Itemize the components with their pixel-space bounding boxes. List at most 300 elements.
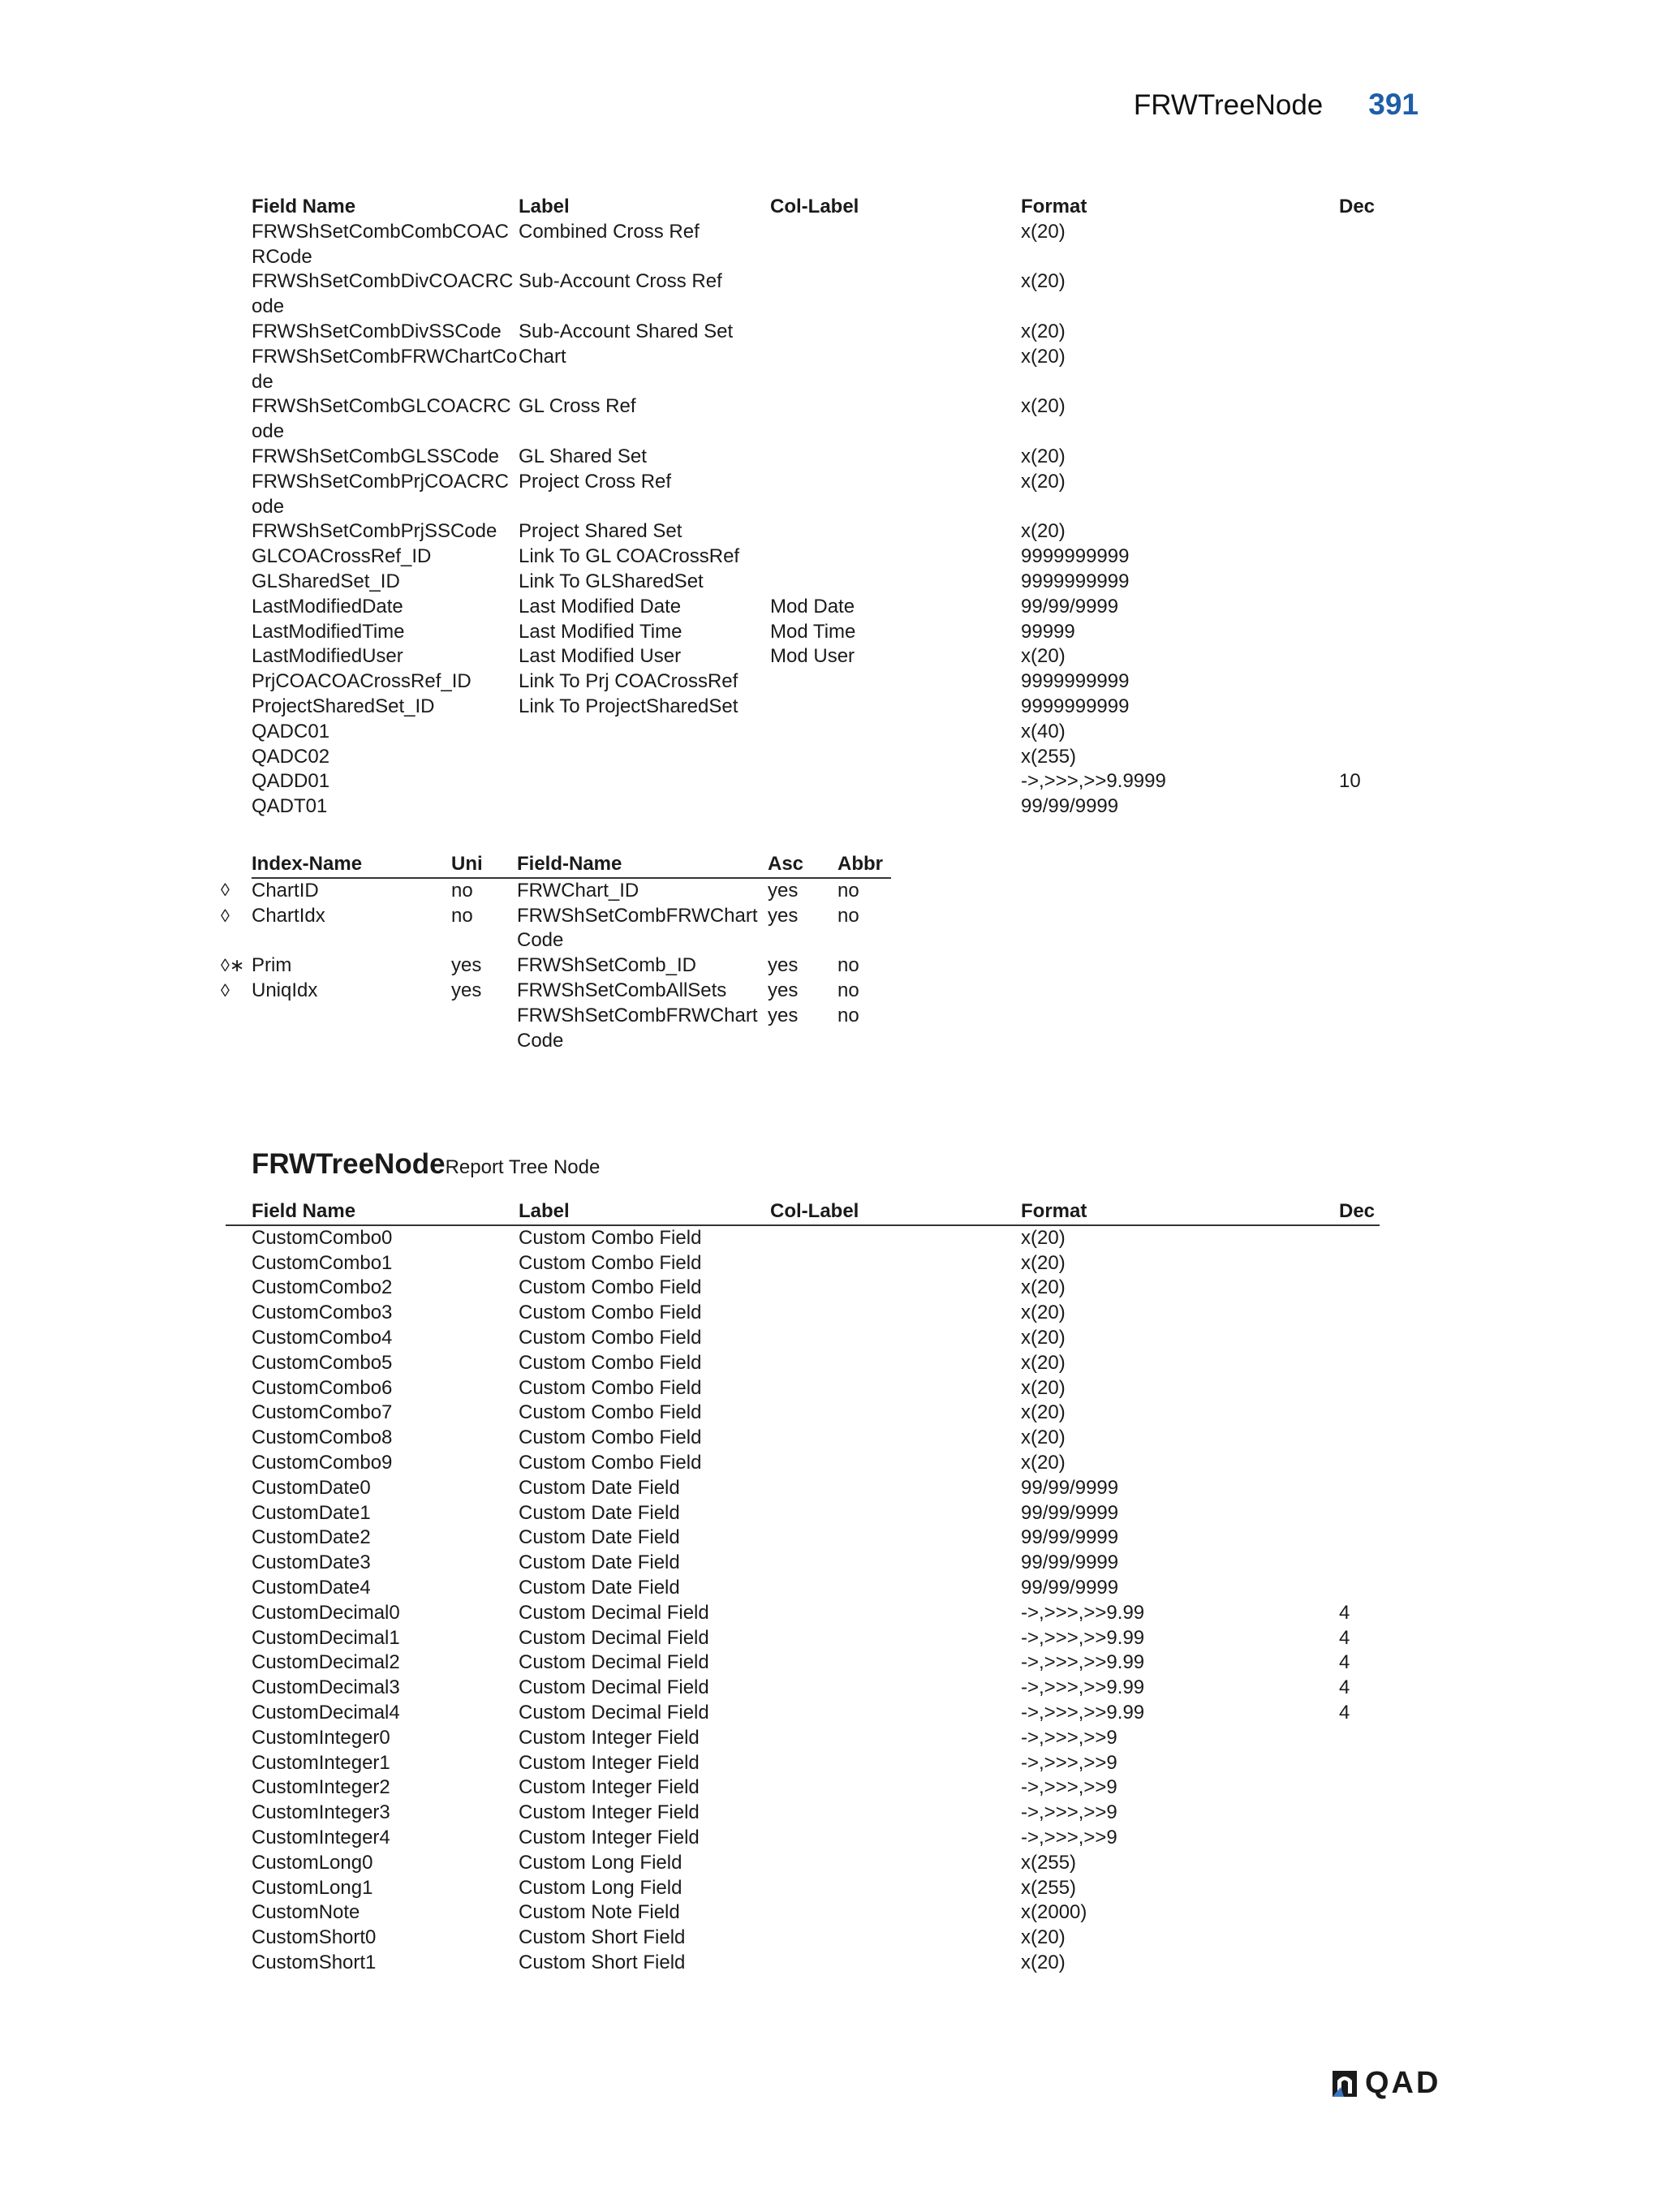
field-name-cell: CustomDecimal3 — [252, 1676, 400, 1699]
format-cell: 9999999999 — [1021, 570, 1130, 592]
col-label-cell — [770, 394, 1021, 445]
label-cell: Custom Combo Field — [519, 1226, 702, 1249]
field-name-cell: CustomShort1 — [252, 1951, 377, 1973]
table-row — [252, 394, 1380, 445]
index-field-cell: FRWShSetCombFRWChartCode — [517, 1004, 758, 1052]
dec-cell — [1339, 445, 1380, 470]
field-name-cell: CustomDate2 — [252, 1526, 371, 1549]
col-label-cell — [770, 1301, 1021, 1326]
unique-cell: no — [451, 879, 473, 902]
table-header-row — [252, 195, 1380, 220]
index-name-cell — [252, 1004, 451, 1054]
col-label-cell — [770, 769, 1021, 794]
field-name-cell: CustomInteger1 — [252, 1751, 390, 1774]
col-label-cell — [770, 1650, 1021, 1676]
format-cell: x(20) — [1021, 1926, 1066, 1949]
col-label-cell — [770, 1601, 1021, 1626]
table-row — [226, 1701, 1380, 1726]
dec-cell — [1339, 1451, 1380, 1476]
dec-cell — [1339, 794, 1380, 820]
label-cell: Sub-Account Cross Ref — [519, 270, 722, 293]
label-cell: Custom Combo Field — [519, 1427, 702, 1449]
format-cell: x(20) — [1021, 1427, 1066, 1449]
column-header-label: Label — [519, 196, 570, 217]
format-cell: 99/99/9999 — [1021, 1576, 1119, 1599]
col-label-cell — [770, 1476, 1021, 1501]
col-label-cell — [770, 1826, 1021, 1851]
table-row — [252, 620, 1380, 645]
field-name-cell: CustomDecimal2 — [252, 1651, 400, 1674]
dec-cell — [1339, 1751, 1380, 1776]
col-label-cell — [770, 1926, 1021, 1951]
dec-cell — [1339, 394, 1380, 445]
label-cell: Custom Short Field — [519, 1951, 686, 1973]
format-cell: ->,>>>,>>9.99 — [1021, 1601, 1145, 1624]
label-cell: Custom Integer Field — [519, 1751, 700, 1774]
col-label-cell — [770, 1801, 1021, 1826]
table-row — [226, 1751, 1380, 1776]
label-cell: Last Modified Date — [519, 595, 682, 618]
label-cell: Custom Decimal Field — [519, 1676, 709, 1699]
label-cell: Project Shared Set — [519, 520, 682, 543]
field-name-cell: CustomLong1 — [252, 1876, 373, 1899]
field-name-cell: CustomInteger0 — [252, 1726, 390, 1749]
label-cell: Custom Decimal Field — [519, 1626, 709, 1649]
column-header-col-label: Col-Label — [770, 1199, 1021, 1225]
table-row — [226, 1576, 1380, 1601]
field-name-cell: CustomDecimal4 — [252, 1701, 400, 1724]
table-row — [252, 220, 1380, 270]
label-cell: Custom Integer Field — [519, 1776, 700, 1799]
table-header-row — [226, 1199, 1380, 1225]
table-row — [226, 1476, 1380, 1501]
table-row — [252, 269, 1380, 320]
table-row — [226, 1225, 1380, 1251]
format-cell: 99/99/9999 — [1021, 1551, 1119, 1574]
column-header-col-label: Col-Label — [770, 196, 859, 217]
label-cell: GL Shared Set — [519, 445, 647, 467]
field-table-continued — [252, 195, 1380, 820]
index-name-cell: ChartIdx — [252, 904, 325, 927]
row-spacer — [226, 1326, 252, 1351]
row-spacer — [226, 1775, 252, 1801]
section-title — [252, 1148, 600, 1181]
dec-cell — [1339, 1501, 1380, 1526]
field-name-cell: CustomCombo5 — [252, 1351, 393, 1374]
label-cell: Custom Combo Field — [519, 1376, 702, 1399]
dec-cell — [1339, 269, 1380, 320]
label-cell: Custom Date Field — [519, 1551, 680, 1574]
table-row — [226, 1251, 1380, 1276]
format-cell: x(20) — [1021, 1951, 1066, 1973]
col-label-cell — [770, 1751, 1021, 1776]
index-marker-header — [221, 852, 252, 878]
table-row — [252, 769, 1380, 794]
format-cell: x(20) — [1021, 470, 1066, 493]
index-marker: ◊ — [221, 979, 230, 1001]
field-name-cell: CustomDate0 — [252, 1476, 371, 1499]
label-cell: Custom Combo Field — [519, 1276, 702, 1299]
col-label-cell — [770, 1876, 1021, 1901]
label-cell: Custom Long Field — [519, 1851, 682, 1874]
field-name-cell: CustomCombo0 — [252, 1226, 393, 1249]
table-row — [226, 1826, 1380, 1851]
dec-cell: 4 — [1339, 1676, 1350, 1699]
dec-cell — [1339, 1551, 1380, 1576]
col-label-cell — [770, 1626, 1021, 1651]
label-cell: Link To Prj COACrossRef — [519, 670, 738, 693]
ascending-cell: yes — [768, 879, 799, 902]
col-label-cell — [770, 544, 1021, 570]
field-name-cell: QADC01 — [252, 720, 330, 742]
table-row — [226, 1851, 1380, 1876]
label-cell: Custom Decimal Field — [519, 1651, 709, 1674]
index-row — [221, 1004, 891, 1054]
field-name-cell: QADT01 — [252, 795, 328, 818]
column-header-uni: Uni — [451, 852, 517, 878]
field-name-cell: CustomShort0 — [252, 1926, 377, 1949]
col-label-cell — [770, 1225, 1021, 1251]
index-header-row — [221, 852, 891, 878]
table-row — [252, 470, 1380, 520]
col-label-cell — [770, 1376, 1021, 1401]
field-name-cell: GLSharedSet_ID — [252, 570, 400, 592]
format-cell: x(40) — [1021, 720, 1066, 742]
column-header-dec: Dec — [1339, 1199, 1380, 1225]
field-name-cell: CustomCombo7 — [252, 1401, 393, 1424]
row-spacer — [226, 1501, 252, 1526]
index-name-cell: Prim — [252, 954, 292, 977]
label-cell: Custom Integer Field — [519, 1801, 700, 1824]
format-cell: 99/99/9999 — [1021, 595, 1119, 618]
field-name-cell: FRWShSetCombGLSSCode — [252, 445, 500, 467]
col-label-cell — [770, 470, 1021, 520]
row-spacer — [226, 1726, 252, 1751]
table-row — [226, 1551, 1380, 1576]
dec-cell — [1339, 519, 1380, 544]
label-cell: Custom Combo Field — [519, 1302, 702, 1324]
format-cell: 9999999999 — [1021, 695, 1130, 717]
table-row — [226, 1676, 1380, 1701]
dec-cell — [1339, 470, 1380, 520]
dec-cell — [1339, 720, 1380, 745]
column-header-index-name: Index-Name — [252, 852, 451, 878]
row-spacer — [226, 1900, 252, 1926]
table-row — [252, 519, 1380, 544]
field-table-frwtreenode — [226, 1199, 1380, 1976]
field-name-cell: FRWShSetCombDivCOACRCode — [252, 270, 514, 318]
format-cell: ->,>>>,>>9.99 — [1021, 1626, 1145, 1649]
col-label-cell — [770, 220, 1021, 270]
field-name-cell: CustomCombo8 — [252, 1427, 393, 1449]
format-cell: x(20) — [1021, 220, 1066, 243]
field-name-cell: PrjCOACOACrossRef_ID — [252, 670, 471, 693]
format-cell: x(20) — [1021, 1376, 1066, 1399]
col-label-cell — [770, 1251, 1021, 1276]
index-row — [221, 953, 891, 979]
format-cell: x(20) — [1021, 645, 1066, 668]
col-label-cell: Mod Time — [770, 620, 856, 643]
format-cell: 99/99/9999 — [1021, 1501, 1119, 1524]
col-label-cell — [770, 1726, 1021, 1751]
col-label-cell — [770, 1551, 1021, 1576]
format-cell: x(255) — [1021, 1851, 1077, 1874]
format-cell: 99999 — [1021, 620, 1075, 643]
field-table-body — [252, 220, 1380, 820]
dec-cell — [1339, 320, 1380, 345]
label-cell: Custom Short Field — [519, 1926, 686, 1949]
col-label-cell — [770, 445, 1021, 470]
dec-cell — [1339, 1301, 1380, 1326]
field-name-cell: LastModifiedUser — [252, 645, 403, 668]
dec-cell — [1339, 1926, 1380, 1951]
table-row — [252, 794, 1380, 820]
index-marker: ◊ — [221, 879, 230, 900]
label-cell: Custom Date Field — [519, 1501, 680, 1524]
row-spacer — [226, 1576, 252, 1601]
col-label-cell — [770, 1426, 1021, 1451]
table-row — [252, 320, 1380, 345]
dec-cell — [1339, 1351, 1380, 1376]
dec-cell: 4 — [1339, 1626, 1350, 1649]
page-number: 391 — [1368, 88, 1419, 121]
col-label-cell — [770, 720, 1021, 745]
dec-cell — [1339, 1326, 1380, 1351]
col-label-cell — [770, 345, 1021, 395]
format-cell: ->,>>>,>>9 — [1021, 1826, 1117, 1848]
dec-cell — [1339, 1851, 1380, 1876]
table-row — [252, 669, 1380, 695]
label-cell: Chart — [519, 345, 566, 368]
label-cell: Custom Decimal Field — [519, 1601, 709, 1624]
table-row — [252, 595, 1380, 620]
row-spacer — [226, 1701, 252, 1726]
field-name-cell: CustomDecimal0 — [252, 1601, 400, 1624]
format-cell: x(20) — [1021, 320, 1066, 342]
index-field-cell: FRWShSetCombFRWChartCode — [517, 904, 758, 952]
col-label-cell — [770, 695, 1021, 720]
label-cell — [519, 794, 770, 820]
field-name-cell: CustomCombo2 — [252, 1276, 393, 1299]
table-description: Report Tree Node — [445, 1156, 601, 1178]
unique-cell: yes — [451, 954, 482, 977]
dec-cell — [1339, 1801, 1380, 1826]
format-cell: x(20) — [1021, 1251, 1066, 1274]
field-name-cell: FRWShSetCombCombCOACRCode — [252, 220, 509, 268]
table-row — [226, 1775, 1380, 1801]
index-row — [221, 904, 891, 954]
label-cell: Custom Date Field — [519, 1476, 680, 1499]
table-row — [226, 1650, 1380, 1676]
dec-cell: 4 — [1339, 1651, 1350, 1674]
dec-cell — [1339, 1876, 1380, 1901]
column-header-dec: Dec — [1339, 196, 1376, 217]
label-cell: Last Modified Time — [519, 620, 682, 643]
table-name-heading: FRWTreeNode — [252, 1148, 446, 1180]
field-name-cell: LastModifiedTime — [252, 620, 405, 643]
format-cell: x(20) — [1021, 520, 1066, 543]
qad-logo — [1329, 2066, 1440, 2101]
index-name-cell: UniqIdx — [252, 979, 318, 1001]
col-label-cell — [770, 1701, 1021, 1726]
row-spacer — [226, 1826, 252, 1851]
field-table-body — [226, 1225, 1380, 1976]
row-spacer — [226, 1426, 252, 1451]
index-field-cell: FRWShSetComb_ID — [517, 954, 696, 977]
format-cell: x(20) — [1021, 1401, 1066, 1424]
field-name-cell: QADD01 — [252, 770, 330, 793]
row-spacer — [226, 1926, 252, 1951]
abbr-cell: no — [837, 879, 859, 902]
field-name-cell: CustomCombo6 — [252, 1376, 393, 1399]
table-row — [226, 1401, 1380, 1426]
abbr-cell: no — [837, 1004, 859, 1026]
index-field-cell: FRWChart_ID — [517, 879, 639, 902]
format-cell: x(20) — [1021, 1226, 1066, 1249]
table-header-spacer — [226, 1199, 252, 1225]
col-label-cell — [770, 1951, 1021, 1976]
row-spacer — [226, 1626, 252, 1651]
label-cell: Combined Cross Ref — [519, 220, 700, 243]
col-label-cell — [770, 1351, 1021, 1376]
row-spacer — [226, 1451, 252, 1476]
format-cell: x(255) — [1021, 1876, 1077, 1899]
table-row — [252, 345, 1380, 395]
dec-cell — [1339, 1951, 1380, 1976]
dec-cell — [1339, 1476, 1380, 1501]
field-name-cell: CustomDate3 — [252, 1551, 371, 1574]
index-row — [221, 878, 891, 904]
row-spacer — [226, 1551, 252, 1576]
index-marker: ◊ — [221, 905, 230, 926]
index-marker — [221, 1004, 252, 1054]
dec-cell — [1339, 345, 1380, 395]
field-name-cell: CustomCombo3 — [252, 1302, 393, 1324]
label-cell: Custom Decimal Field — [519, 1701, 709, 1724]
logo-text: QAD — [1365, 2066, 1441, 2100]
dec-cell — [1339, 1376, 1380, 1401]
table-row — [226, 1726, 1380, 1751]
field-name-cell: FRWShSetCombPrjCOACRCode — [252, 470, 509, 518]
dec-cell — [1339, 570, 1380, 595]
table-row — [252, 445, 1380, 470]
dec-cell: 10 — [1339, 770, 1361, 793]
col-label-cell — [770, 1900, 1021, 1926]
ascending-cell: yes — [768, 1004, 799, 1026]
col-label-cell — [770, 519, 1021, 544]
label-cell: GL Cross Ref — [519, 395, 636, 418]
ascending-cell: yes — [768, 979, 799, 1001]
col-label-cell — [770, 1401, 1021, 1426]
label-cell: Link To ProjectSharedSet — [519, 695, 738, 717]
format-cell: x(20) — [1021, 1302, 1066, 1324]
format-cell: ->,>>>,>>9.9999 — [1021, 770, 1166, 793]
field-name-cell: FRWShSetCombPrjSSCode — [252, 520, 497, 543]
table-row — [226, 1876, 1380, 1901]
row-spacer — [226, 1751, 252, 1776]
row-spacer — [226, 1801, 252, 1826]
format-cell: x(20) — [1021, 395, 1066, 418]
table-row — [226, 1276, 1380, 1301]
field-name-cell: QADC02 — [252, 745, 330, 768]
label-cell: Custom Combo Field — [519, 1451, 702, 1474]
format-cell: 9999999999 — [1021, 670, 1130, 693]
row-spacer — [226, 1251, 252, 1276]
col-label-cell — [770, 1276, 1021, 1301]
format-cell: 9999999999 — [1021, 545, 1130, 568]
label-cell: Custom Integer Field — [519, 1726, 700, 1749]
table-row — [226, 1326, 1380, 1351]
table-row — [226, 1801, 1380, 1826]
abbr-cell: no — [837, 954, 859, 977]
column-header-abbr: Abbr — [837, 852, 891, 878]
abbr-cell: no — [837, 904, 859, 927]
table-row — [226, 1601, 1380, 1626]
col-label-cell — [770, 1676, 1021, 1701]
table-row — [252, 720, 1380, 745]
col-label-cell — [770, 1451, 1021, 1476]
row-spacer — [226, 1301, 252, 1326]
format-cell: ->,>>>,>>9 — [1021, 1776, 1117, 1799]
field-name-cell: CustomNote — [252, 1901, 360, 1924]
dec-cell — [1339, 695, 1380, 720]
column-header-label: Label — [519, 1199, 770, 1225]
dec-cell — [1339, 1401, 1380, 1426]
field-name-cell: CustomLong0 — [252, 1851, 373, 1874]
field-name-cell: LastModifiedDate — [252, 595, 403, 618]
table-row — [252, 695, 1380, 720]
row-spacer — [226, 1676, 252, 1701]
format-cell: ->,>>>,>>9.99 — [1021, 1651, 1145, 1674]
table-row — [226, 1926, 1380, 1951]
col-label-cell — [770, 1851, 1021, 1876]
column-header-field-name: Field Name — [252, 1199, 519, 1225]
row-spacer — [226, 1476, 252, 1501]
format-cell: ->,>>>,>>9 — [1021, 1751, 1117, 1774]
row-spacer — [226, 1851, 252, 1876]
format-cell: x(20) — [1021, 1276, 1066, 1299]
format-cell: x(20) — [1021, 1451, 1066, 1474]
unique-cell — [451, 1004, 517, 1054]
field-name-cell: CustomDate4 — [252, 1576, 371, 1599]
ascending-cell: yes — [768, 954, 799, 977]
row-spacer — [226, 1876, 252, 1901]
format-cell: 99/99/9999 — [1021, 1476, 1119, 1499]
column-header-field-name: Field-Name — [517, 852, 768, 878]
table-row — [252, 544, 1380, 570]
dec-cell — [1339, 1900, 1380, 1926]
label-cell: Custom Combo Field — [519, 1251, 702, 1274]
index-field-cell: FRWShSetCombAllSets — [517, 979, 727, 1001]
table-row — [226, 1451, 1380, 1476]
row-spacer — [226, 1601, 252, 1626]
table-row — [226, 1351, 1380, 1376]
dec-cell — [1339, 595, 1380, 620]
format-cell: ->,>>>,>>9 — [1021, 1726, 1117, 1749]
label-cell: Custom Long Field — [519, 1876, 682, 1899]
col-label-cell — [770, 320, 1021, 345]
row-spacer — [226, 1351, 252, 1376]
table-row — [226, 1301, 1380, 1326]
dec-cell — [1339, 669, 1380, 695]
dec-cell — [1339, 1726, 1380, 1751]
dec-cell — [1339, 220, 1380, 270]
index-marker: ◊∗ — [221, 955, 245, 976]
field-name-cell: FRWShSetCombGLCOACRCode — [252, 395, 511, 443]
index-table-body — [221, 878, 891, 1054]
col-label-cell — [770, 1526, 1021, 1551]
table-row — [226, 1900, 1380, 1926]
